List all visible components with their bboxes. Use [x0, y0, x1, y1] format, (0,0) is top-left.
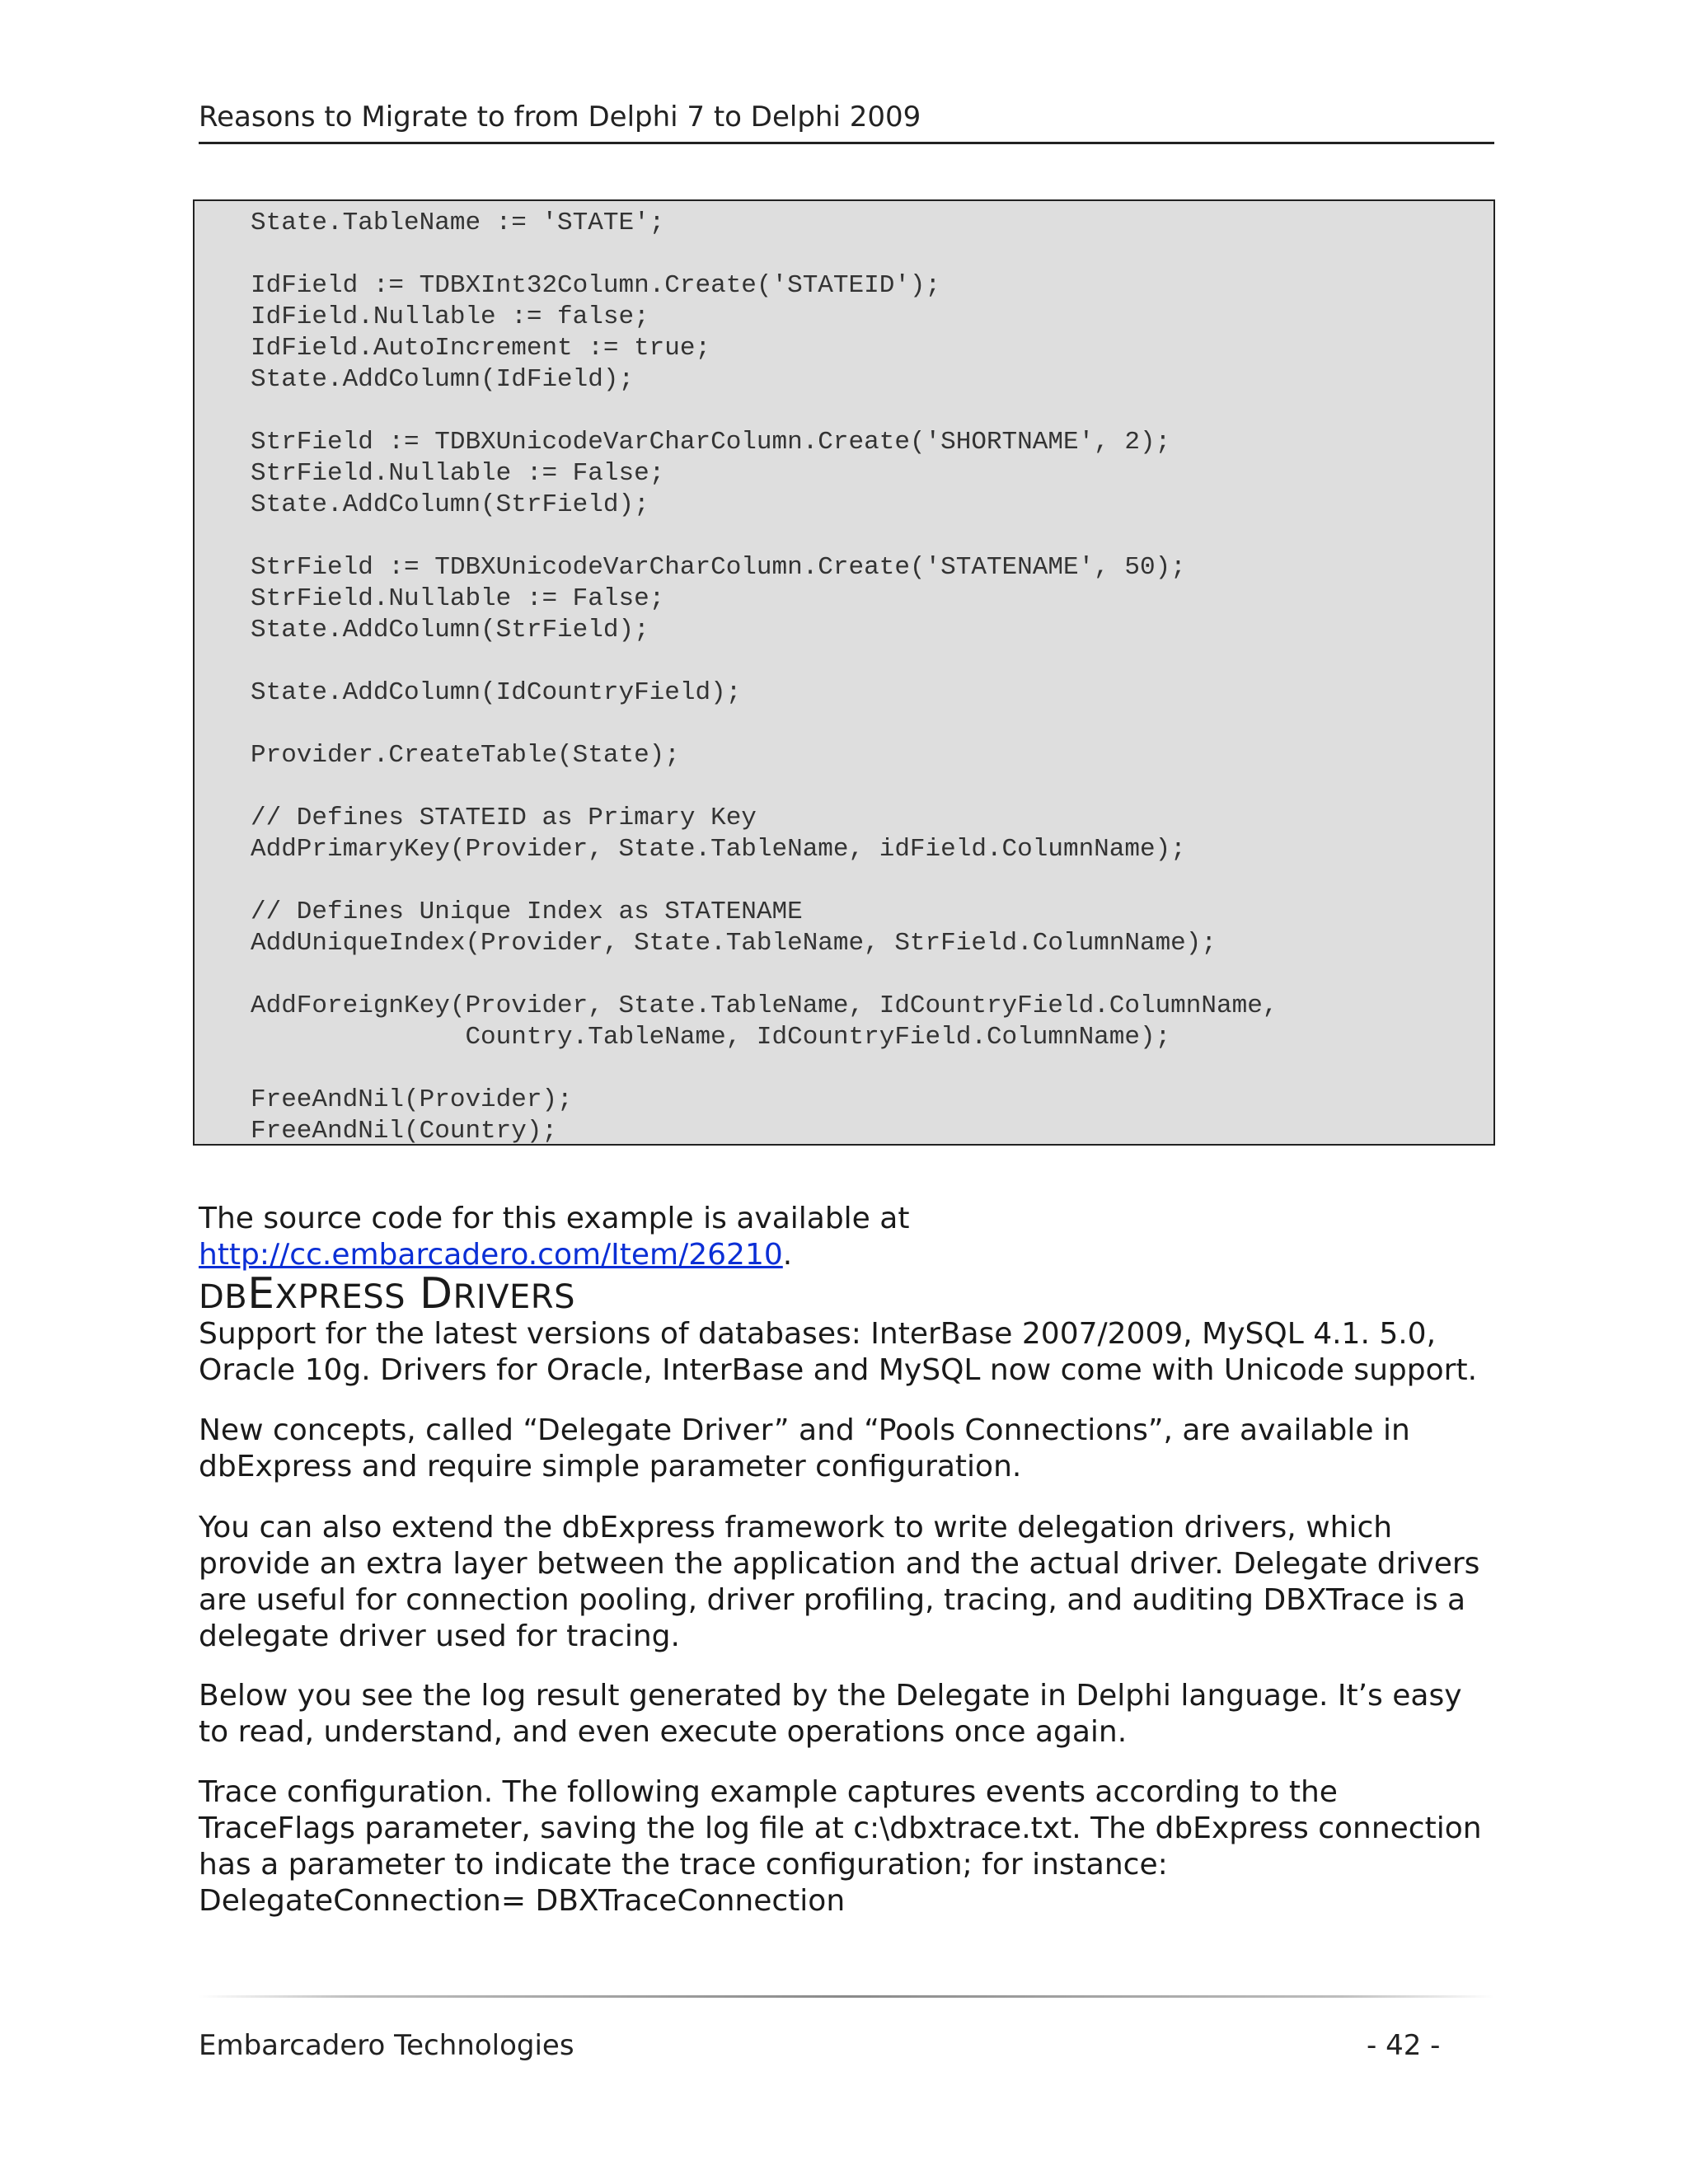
code-line	[251, 646, 1493, 677]
code-line: State.AddColumn(IdCountryField);	[251, 678, 742, 707]
code-line: AddForeignKey(Provider, State.TableName, IdCountryField.ColumnName,	[251, 991, 1278, 1020]
code-line: StrField.Nullable := False;	[251, 584, 665, 613]
heading-part: XPRESS	[274, 1278, 406, 1316]
code-line	[251, 239, 1493, 270]
code-line: State.AddColumn(StrField);	[251, 490, 649, 519]
code-line: AddUniqueIndex(Provider, State.TableName, StrField.ColumnName);	[251, 929, 1217, 958]
code-line	[251, 771, 1493, 803]
code-line	[251, 396, 1493, 427]
source-code-link[interactable]: http://cc.embarcadero.com/Item/26210	[199, 1238, 783, 1272]
code-line	[251, 521, 1493, 552]
code-line: Country.TableName, IdCountryField.ColumnName);	[251, 1023, 1171, 1052]
footer-company: Embarcadero Technologies	[199, 2029, 574, 2062]
body-paragraph: Trace configuration. The following example captures events according to the TraceFlags parameter, saving the log file at c:\dbxtrace.txt. The dbExpress connection has a parameter to indicate the trace configuration; for instance: DelegateConnection= DBXTraceConnection	[199, 1775, 1482, 1918]
code-line: State.TableName := 'STATE';	[251, 209, 665, 237]
section-heading	[199, 1268, 575, 1324]
heading-part: E	[247, 1269, 275, 1319]
code-line	[251, 709, 1493, 740]
code-line: Provider.CreateTable(State);	[251, 741, 680, 770]
code-line	[251, 959, 1493, 991]
code-comment-line: // Defines STATEID as Primary Key	[251, 804, 757, 832]
code-line: FreeAndNil(Country);	[251, 1117, 558, 1146]
code-line: StrField.Nullable := False;	[251, 459, 665, 488]
heading-part: DB	[199, 1278, 248, 1316]
code-line: State.AddColumn(IdField);	[251, 365, 635, 394]
source-note-text: The source code for this example is available at	[199, 1202, 910, 1235]
page-header	[199, 96, 1494, 144]
source-code-note	[199, 1201, 1501, 1273]
code-line: IdField.AutoIncrement := true;	[251, 334, 711, 363]
footer-divider	[199, 1995, 1494, 1998]
code-line: StrField := TDBXUnicodeVarCharColumn.Create('SHORTNAME', 2);	[251, 428, 1171, 457]
body-paragraph: You can also extend the dbExpress framework to write delegation drivers, which provide an extra layer between the application and the actual driver. Delegate drivers are useful for connection pooling, driver profiling, tracing, and auditing DBXTrace is a delegate driver used for tracing.	[199, 1511, 1480, 1653]
heading-part: RIVERS	[452, 1278, 575, 1316]
code-line	[251, 1053, 1493, 1085]
page-number: - 42 -	[1367, 2029, 1441, 2062]
code-listing	[193, 199, 1495, 1146]
code-line: StrField := TDBXUnicodeVarCharColumn.Create('STATENAME', 50);	[251, 553, 1186, 582]
source-note-suffix: .	[782, 1238, 793, 1272]
page-header-title: Reasons to Migrate to from Delphi 7 to Delphi 2009	[199, 101, 921, 134]
code-line: IdField.Nullable := false;	[251, 302, 649, 331]
body-paragraph: New concepts, called “Delegate Driver” and “Pools Connections”, are available in dbExpress and require simple parameter configuration.	[199, 1413, 1410, 1483]
code-line: IdField := TDBXInt32Column.Create('STATEID');	[251, 271, 941, 300]
heading-part: D	[405, 1269, 453, 1319]
code-line: State.AddColumn(StrField);	[251, 616, 649, 644]
body-paragraph: Support for the latest versions of databases: InterBase 2007/2009, MySQL 4.1. 5.0, Oracle 10g. Drivers for Oracle, InterBase and MySQL now come with Unicode support.	[199, 1317, 1478, 1387]
body-paragraph: Below you see the log result generated by the Delegate in Delphi language. It’s easy to read, understand, and even execute operations once again.	[199, 1679, 1462, 1749]
code-line	[251, 865, 1493, 897]
code-line: FreeAndNil(Provider);	[251, 1085, 573, 1114]
code-comment-line: // Defines Unique Index as STATENAME	[251, 898, 803, 926]
code-line: AddPrimaryKey(Provider, State.TableName, idField.ColumnName);	[251, 835, 1186, 864]
